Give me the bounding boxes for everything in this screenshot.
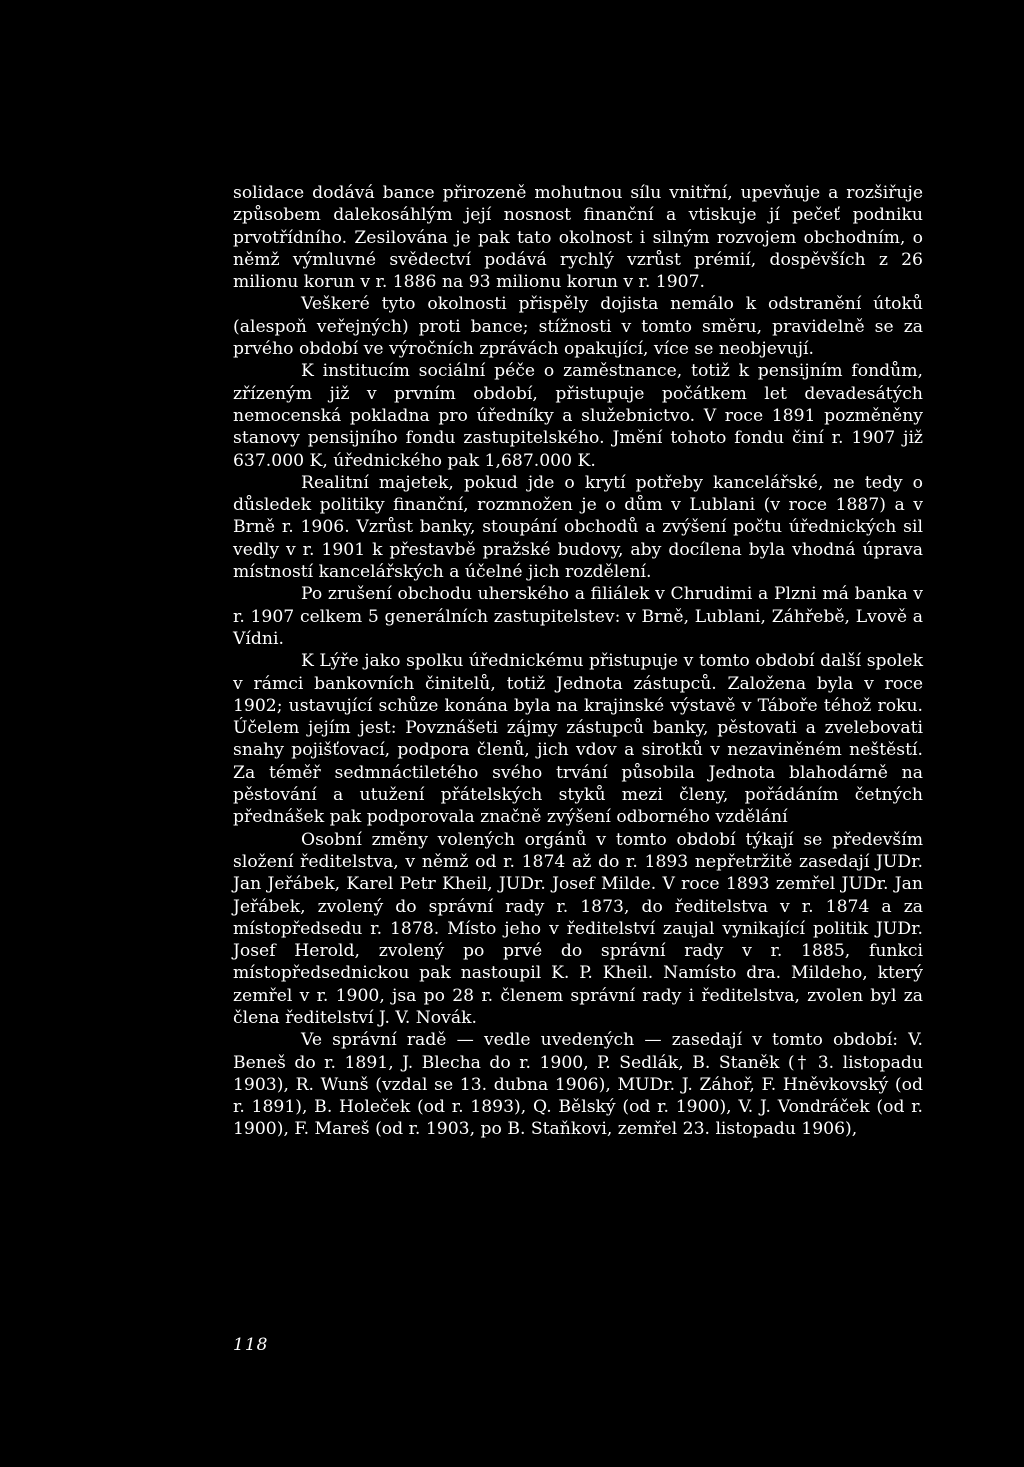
paragraph-7: Osobní změny volených orgánů v tomto období týkají se především složení ředitelstva, v němž od r. 1874 až do r. 1893 nepřetržitě zasedají JUDr. Jan Jeřábek, Karel Petr Kheil, JUDr. Josef Milde. V roce 1893 zemřel JUDr. Jan Jeřábek, zvolený do správní rady r. 1873, do ředitelstva v r. 1874 a za místopředsedu r. 1878. Místo jeho v ředitelství zaujal vynikající politik JUDr. Josef Herold, zvolený po prvé do správní rady v r. 1885, funkci místopředsednickou pak nastoupil K. P. Kheil. Namísto dra. Mildeho, který zemřel v r. 1900, jsa po 28 r. členem správní rady i ředitelstva, zvolen byl za člena ředitelství J. V. Novák. xyxy=(233,829,923,1028)
paragraph-6: K Lýře jako spolku úřednickému přistupuje v tomto období další spolek v rámci bankovních činitelů, totiž Jednota zástupců. Založena byla v roce 1902; ustavující schůze konána byla na krajinské výstavě v Táboře téhož roku. Účelem jejím jest: Povznášeti zájmy zástupců banky, pěstovati a zvelebovati snahy pojišťovací, podpora členů, jich vdov a sirotků v nezaviněném neštěstí. Za téměř sedmnáctiletého svého trvání působila Jednota blahodárně na pěstování a utužení přátelských styků mezi členy, pořádáním četných přednášek pak podporovala značně zvýšení odborného vzdělání xyxy=(233,651,923,828)
paragraph-4: Realitní majetek, pokud jde o krytí potřeby kancelářské, ne tedy o důsledek politiky finanční, rozmnožen je o dům v Lublani (v roce 1887) a v Brně r. 1906. Vzrůst banky, stoupání obchodů a zvýšení počtu úřednických sil vedly v r. 1901 k přestavbě pražské budovy, aby docílena byla vhodná úprava místností kancelářských a účelné jich rozdělení. xyxy=(233,472,923,583)
paragraph-5: Po zrušení obchodu uherského a filiálek v Chrudimi a Plzni má banka v r. 1907 celkem 5 generálních zastupitelstev: v Brně, Lublani, Záhřebě, Lvově a Vídni. xyxy=(233,584,923,649)
paragraph-1: solidace dodává bance přirozeně mohutnou sílu vnitřní, upevňuje a rozšiřuje způsobem dalekosáhlým její nosnost finanční a vtiskuje jí pečeť podniku prvotřídního. Zesilována je pak tato okolnost i silným rozvojem obchodním, o němž výmluvné svědectví podává rychlý vzrůst prémií, dospěvších z 26 milionu korun v r. 1886 na 93 milionu korun v r. 1907. xyxy=(233,183,923,293)
paragraph-3: K institucím sociální péče o zaměstnance, totiž k pensijním fondům, zřízeným již v prvním období, přistupuje počátkem let devadesátých nemocenská pokladna pro úředníky a služebnictvo. V roce 1891 pozměněny stanovy pensijního fondu zastupitelského. Jmění tohoto fondu činí r. 1907 již 637.000 K, úřednického pak 1,687.000 K. xyxy=(233,361,923,471)
paragraph-8: Ve správní radě — vedle uvedených — zasedají v tomto období: V. Beneš do r. 1891, J. Blecha do r. 1900, P. Sedlák, B. Staněk († 3. listopadu 1903), R. Wunš (vzdal se 13. dubna 1906), MUDr. J. Záhoř, F. Hněvkovský (od r. 1891), B. Holeček (od r. 1893), Q. Bělský (od r. 1900), V. J. Vondráček (od r. 1900), F. Mareš (od r. 1903, po B. Staňkovi, zemřel 23. listopadu 1906), xyxy=(233,1030,923,1140)
page-text-block xyxy=(233,182,923,1141)
page-number: 118 xyxy=(233,1335,269,1355)
paragraph-2: Veškeré tyto okolnosti přispěly dojista nemálo k odstranění útoků (alespoň veřejných) proti bance; stížnosti v tomto směru, pravidelně se za prvého období ve výročních zprávách opakující, více se neobjevují. xyxy=(233,294,923,360)
